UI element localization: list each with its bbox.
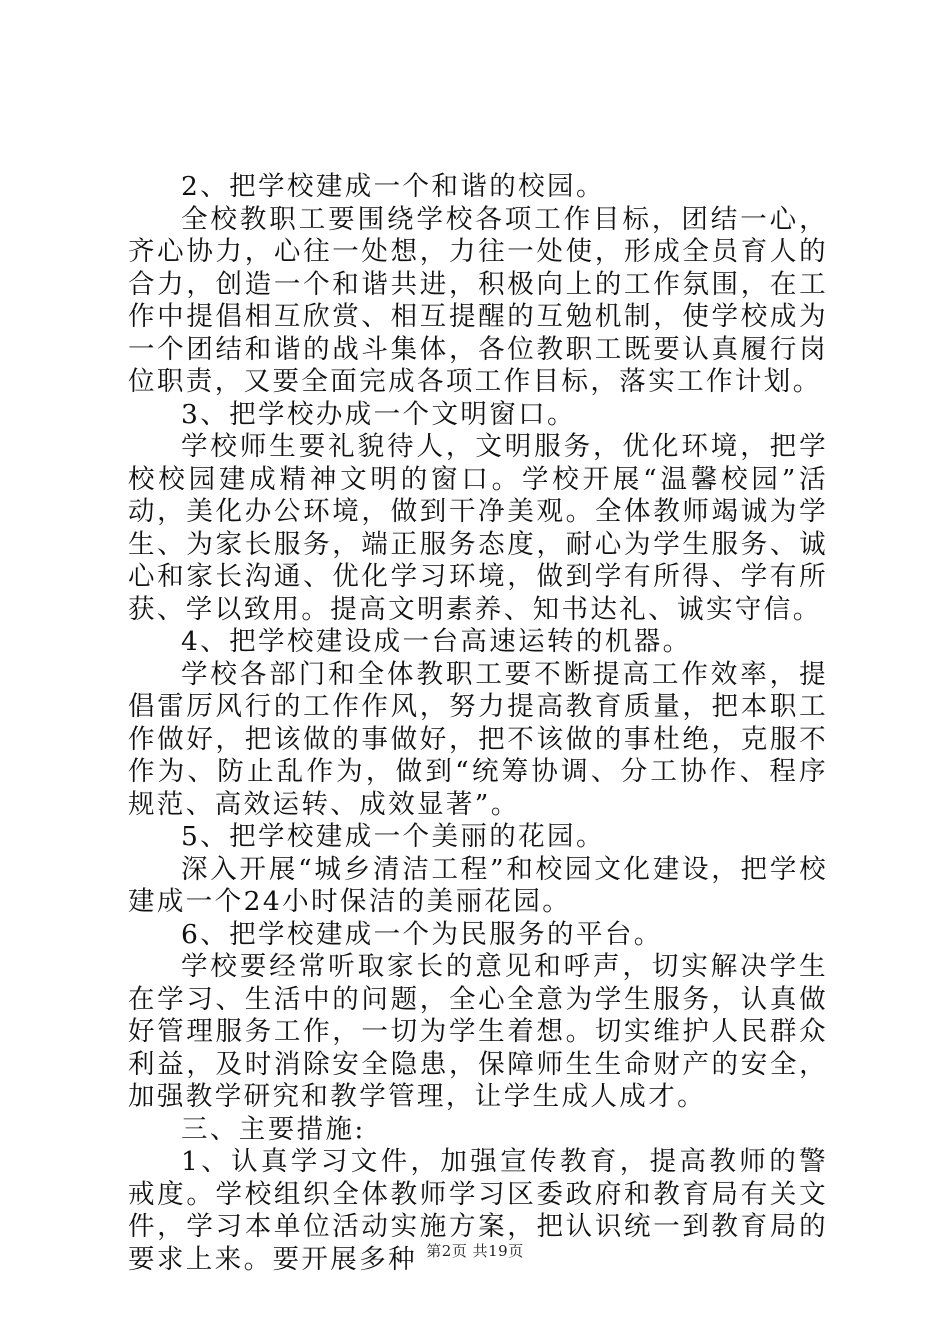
- item-heading-high-speed-machine: 4、把学校建设成一台高速运转的机器。: [181, 626, 692, 657]
- item-heading-civilized-window: 3、把学校办成一个文明窗口。: [181, 398, 576, 430]
- body-paragraph: 学校各部门和全体教职工要不断提高工作效率，提倡雷厉风行的工作作风，努力提高教育质量，把本职工作做好，把该做的事做好，把不该做的事杜绝，克服不作为、防止乱作为，做到“统筹协调、分工协作、程序规范、高效运转、成效显著”。: [128, 658, 828, 820]
- item-heading-beautiful-garden: 5、把学校建成一个美丽的花园。: [181, 821, 605, 852]
- body-paragraph: 深入开展“城乡清洁工程”和校园文化建设，把学校建成一个24小时保洁的美丽花园。: [128, 853, 828, 917]
- item-heading-service-platform: 6、把学校建成一个为民服务的平台。: [181, 918, 663, 950]
- section-heading-main-measures: 三、主要措施:: [181, 1113, 366, 1145]
- item-heading-harmonious-campus: 2、把学校建成一个和谐的校园。: [181, 171, 605, 202]
- body-paragraph: 全校教职工要围绕学校各项工作目标，团结一心，齐心协力，心往一处想，力往一处使，形成全员育人的合力，创造一个和谐共进，积极向上的工作氛围，在工作中提倡相互欣赏、相互提醒的互勉机制，使学校成为一个团结和谐的战斗集体，各位教职工既要认真履行岗位职责，又要全面完成各项工作目标，落实工作计划。: [128, 203, 828, 397]
- page-number-footer: 第2页 共19页: [426, 1242, 524, 1260]
- body-paragraph: 学校师生要礼貌待人，文明服务，优化环境，把学校校园建成精神文明的窗口。学校开展“温馨校园”活动，美化办公环境，做到干净美观。全体教师竭诚为学生、为家长服务，端正服务态度，耐心为学生服务、诚心和家长沟通、优化学习环境，做到学有所得、学有所获、学以致用。提高文明素养、知书达礼、诚实守信。: [128, 431, 828, 625]
- document-body: [128, 171, 828, 1276]
- body-paragraph: 学校要经常听取家长的意见和呼声，切实解决学生在学习、生活中的问题，全心全意为学生服务，认真做好管理服务工作，一切为学生着想。切实维护人民群众利益，及时消除安全隐患，保障师生生命财产的安全，加强教学研究和教学管理，让学生成人成才。: [128, 951, 828, 1112]
- body-paragraph: 1、认真学习文件，加强宣传教育，提高教师的警戒度。学校组织全体教师学习区委政府和教育局有关文件，学习本单位活动实施方案，把认识统一到教育局的要求上来。要开展多种: [128, 1146, 828, 1275]
